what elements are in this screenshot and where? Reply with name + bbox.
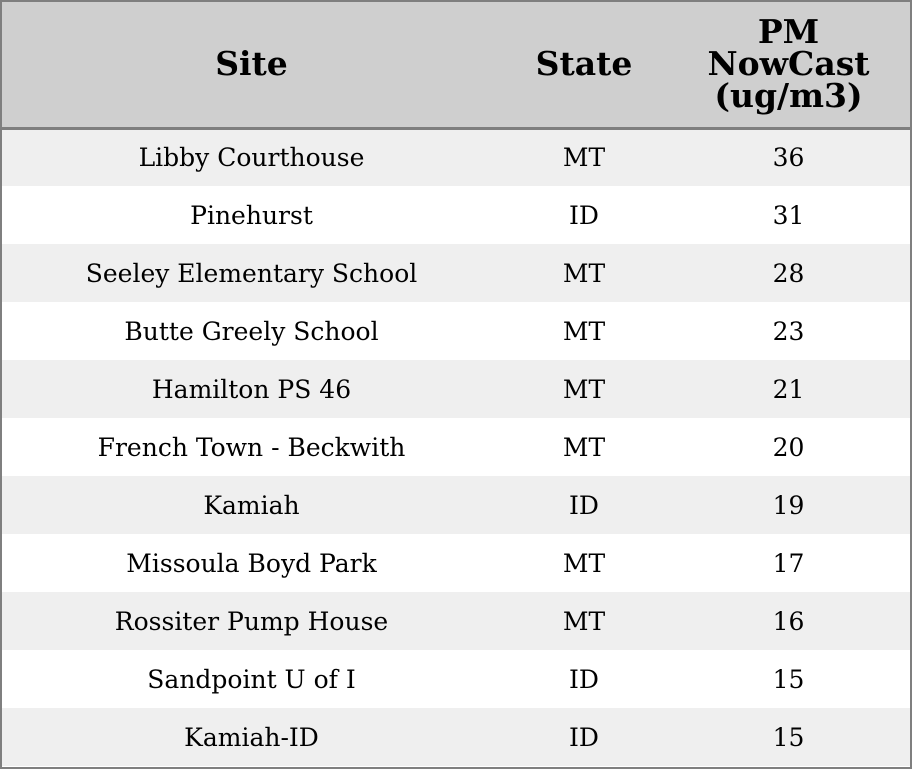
cell-site: Seeley Elementary School <box>85 258 418 288</box>
table-body <box>2 128 910 766</box>
cell-state: MT <box>562 548 606 578</box>
cell-pm-value: 21 <box>772 374 805 404</box>
cell-site: Kamiah-ID <box>184 722 319 752</box>
cell-state: ID <box>569 664 599 694</box>
cell-state: ID <box>569 200 599 230</box>
cell-state: MT <box>562 606 606 636</box>
cell-site: Pinehurst <box>190 200 313 230</box>
cell-site: Rossiter Pump House <box>114 606 389 636</box>
table-row <box>2 476 910 534</box>
cell-state: MT <box>562 374 606 404</box>
cell-state: MT <box>562 316 606 346</box>
cell-site: Kamiah <box>203 490 300 520</box>
column-header-pm-nowcast-text: PM NowCast (ug/m3) <box>707 12 870 116</box>
table-row <box>2 302 910 360</box>
table-row <box>2 534 910 592</box>
cell-site: Hamilton PS 46 <box>151 374 352 404</box>
table-row <box>2 418 910 476</box>
cell-pm-value: 16 <box>772 606 805 636</box>
cell-state: MT <box>562 143 606 173</box>
column-header-pm-nowcast <box>667 2 910 128</box>
cell-site: French Town - Beckwith <box>97 432 406 462</box>
cell-state: MT <box>562 258 606 288</box>
cell-site: Libby Courthouse <box>138 143 365 173</box>
cell-state: ID <box>569 490 599 520</box>
cell-pm-value: 23 <box>772 316 805 346</box>
cell-site: Sandpoint U of I <box>147 664 356 694</box>
cell-pm-value: 28 <box>772 258 805 288</box>
cell-site: Missoula Boyd Park <box>126 548 377 578</box>
cell-state: ID <box>569 722 599 752</box>
table-row <box>2 708 910 766</box>
pm-nowcast-table <box>2 2 910 766</box>
table-row <box>2 592 910 650</box>
table-row <box>2 650 910 708</box>
table-header-row <box>2 2 910 128</box>
cell-pm-value: 31 <box>772 200 805 230</box>
table-row <box>2 360 910 418</box>
column-header-state: State <box>501 2 667 128</box>
cell-pm-value: 15 <box>772 722 805 752</box>
cell-pm-value: 15 <box>772 664 805 694</box>
cell-pm-value: 17 <box>772 548 805 578</box>
cell-state: MT <box>562 432 606 462</box>
cell-pm-value: 19 <box>772 490 805 520</box>
cell-pm-value: 36 <box>772 143 805 173</box>
table-row <box>2 244 910 302</box>
cell-site: Butte Greely School <box>124 316 379 346</box>
table-row <box>2 128 910 186</box>
column-header-site: Site <box>2 2 501 128</box>
table-row <box>2 186 910 244</box>
cell-pm-value: 20 <box>772 432 805 462</box>
